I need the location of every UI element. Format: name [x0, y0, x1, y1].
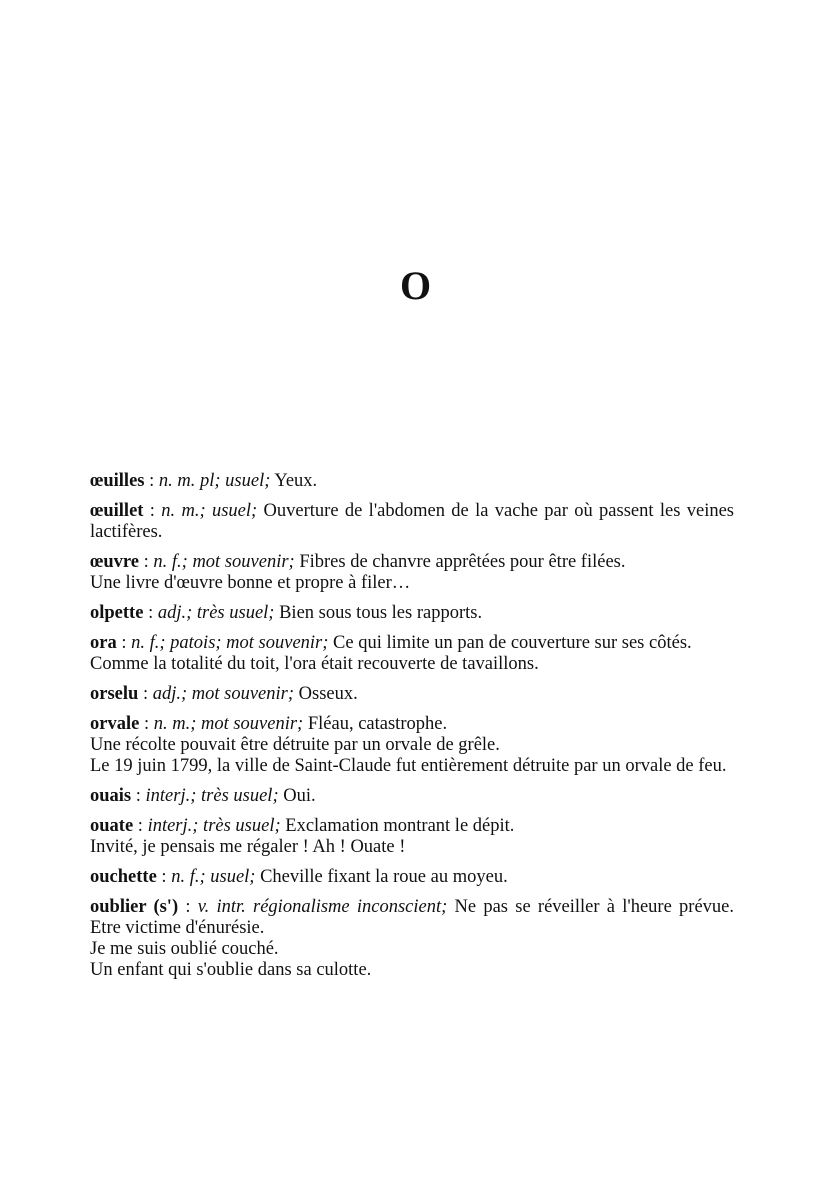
entry-example: Invité, je pensais me régaler ! Ah ! Ouate ! [90, 837, 406, 857]
entry-definition: Bien sous tous les rapports. [274, 603, 483, 623]
entry-headword: ouais [90, 786, 132, 806]
entry-grammar: adj.; très usuel; [157, 603, 275, 623]
entry-separator: : [139, 552, 154, 572]
entry-separator: : [144, 471, 159, 491]
entry-grammar: n. m.; usuel; [161, 501, 258, 521]
entry-definition: Exclamation montrant le dépit. [280, 816, 515, 836]
entry-definition-line [90, 867, 734, 888]
entry-headword: œuillet [90, 501, 144, 521]
entry-grammar: n. m. pl; usuel; [158, 471, 271, 491]
entry-headword: olpette [90, 603, 144, 623]
entry-definition-line [90, 897, 734, 939]
entry-definition: Fléau, catastrophe. [303, 714, 448, 734]
entry-grammar: n. m.; mot souvenir; [153, 714, 304, 734]
entry-definition-line [90, 816, 734, 837]
entry-separator: : [116, 633, 132, 653]
entry-headword: orvale [90, 714, 140, 734]
dictionary-entry [90, 603, 734, 624]
entry-example: Comme la totalité du toit, l'ora était recouverte de tavaillons. [90, 654, 539, 674]
entry-example: Un enfant qui s'oublie dans sa culotte. [90, 960, 372, 980]
entry-separator: : [156, 867, 172, 887]
entry-definition: Ouverture de l'abdomen de la vache par où passent les veines lactifères. [90, 501, 735, 542]
entry-separator: : [138, 684, 153, 704]
dictionary-entry [90, 816, 734, 858]
entry-definition-line [90, 786, 734, 807]
entry-separator: : [178, 897, 198, 917]
entry-separator: : [131, 786, 146, 806]
dictionary-entry [90, 867, 734, 888]
entry-definition-line [90, 603, 734, 624]
entry-headword: ora [90, 633, 117, 653]
entry-grammar: n. f.; patois; mot souvenir; [131, 633, 329, 653]
entry-separator: : [143, 501, 162, 521]
entry-definition: Ce qui limite un pan de couverture sur ses côtés. [328, 633, 692, 653]
entry-separator: : [139, 714, 154, 734]
entry-grammar: adj.; mot souvenir; [152, 684, 295, 704]
dictionary-entry [90, 633, 734, 675]
entry-definition: Cheville fixant la roue au moyeu. [255, 867, 508, 887]
dictionary-entry [90, 552, 734, 594]
entry-definition: Osseux. [294, 684, 358, 704]
entry-definition: Oui. [278, 786, 316, 806]
entry-definition-line [90, 552, 734, 573]
entry-example: Une récolte pouvait être détruite par un orvale de grêle. [90, 735, 500, 755]
entry-example: Le 19 juin 1799, la ville de Saint-Claude fut entièrement détruite par un orvale de feu. [90, 756, 727, 776]
entry-grammar: interj.; très usuel; [147, 816, 281, 836]
dictionary-entry [90, 684, 734, 705]
dictionary-entry [90, 786, 734, 807]
entry-headword: ouchette [90, 867, 157, 887]
entry-grammar: n. f.; usuel; [171, 867, 256, 887]
entry-definition-line [90, 633, 734, 654]
entry-headword: ouate [90, 816, 134, 836]
entry-headword: oublier (s') [90, 897, 179, 917]
dictionary-entry [90, 897, 734, 981]
entry-example: Je me suis oublié couché. [90, 939, 279, 959]
entry-headword: œuvre [90, 552, 139, 572]
entry-definition: Yeux. [270, 471, 318, 491]
entry-grammar: interj.; très usuel; [145, 786, 279, 806]
entry-definition-line [90, 714, 734, 735]
entry-definition-line [90, 501, 734, 543]
dictionary-entry [90, 501, 734, 543]
entry-separator: : [143, 603, 158, 623]
dictionary-entries [90, 471, 734, 990]
entry-definition: Ne pas se réveiller à l'heure prévue. Etre victime d'énurésie. [90, 897, 735, 938]
dictionary-entry [90, 471, 734, 492]
entry-definition-line [90, 684, 734, 705]
entry-headword: œuilles [90, 471, 145, 491]
dictionary-entry [90, 714, 734, 777]
section-letter: O [399, 263, 432, 308]
entry-grammar: v. intr. régionalisme inconscient; [197, 897, 448, 917]
entry-separator: : [133, 816, 148, 836]
entry-grammar: n. f.; mot souvenir; [153, 552, 295, 572]
entry-example: Une livre d'œuvre bonne et propre à filer… [90, 573, 411, 593]
entry-definition: Fibres de chanvre apprêtées pour être filées. [294, 552, 626, 572]
entry-definition-line [90, 471, 734, 492]
entry-headword: orselu [90, 684, 139, 704]
